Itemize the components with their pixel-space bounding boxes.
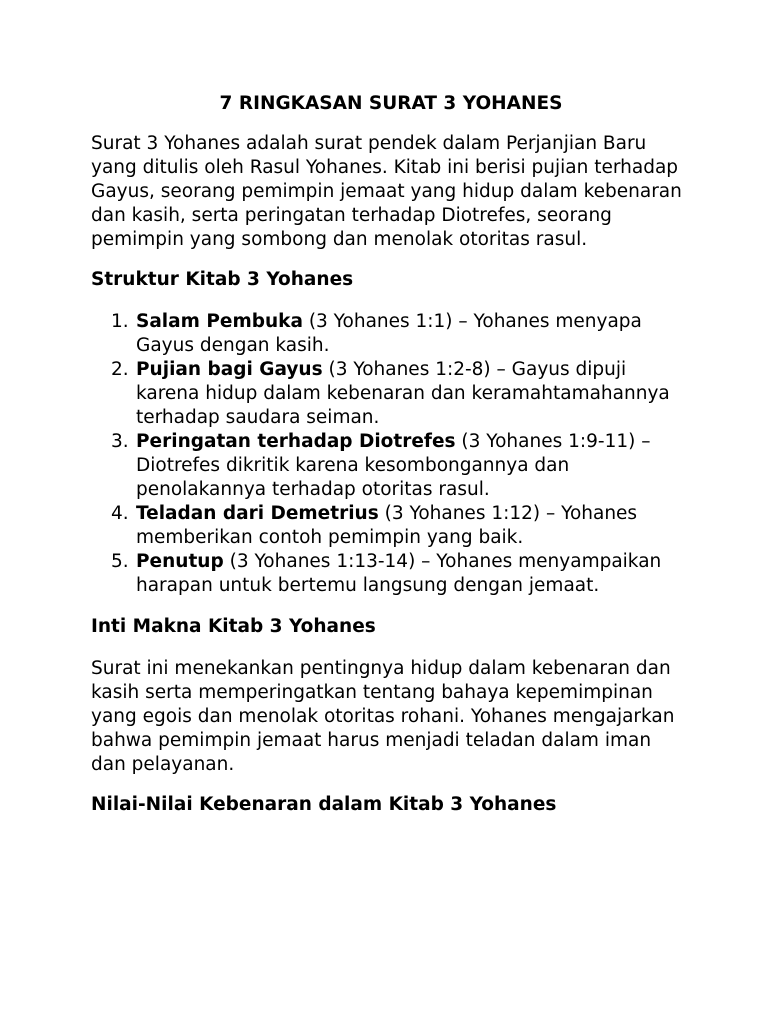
section-description: (3 Yohanes 1:9-11) – Diotrefes dikritik karena kesombongannya dan penolakannya terhadap otoritas rasul. — [136, 431, 651, 500]
section-name: Penutup — [136, 551, 224, 572]
intro-paragraph: Surat 3 Yohanes adalah surat pendek dalam Perjanjian Baru yang ditulis oleh Rasul Yohanes. Kitab ini berisi pujian terhadap Gayus, seorang pemimpin jemaat yang hidup dalam kebenaran dan kasih, serta peringatan terhadap Diotrefes, seorang pemimpin yang sombong dan menolak otoritas rasul. — [91, 133, 682, 250]
section-name: Salam Pembuka — [136, 311, 303, 332]
values-heading: Nilai-Nilai Kebenaran dalam Kitab 3 Yohanes — [91, 794, 557, 815]
list-item — [91, 550, 691, 598]
section-description: (3 Yohanes 1:13-14) – Yohanes menyampaikan harapan untuk bertemu langsung dengan jemaat. — [136, 551, 662, 596]
list-number: 2. — [111, 359, 129, 380]
list-number: 4. — [111, 503, 129, 524]
list-number: 3. — [111, 431, 129, 452]
list-item — [91, 358, 691, 430]
section-description: (3 Yohanes 1:12) – Yohanes memberikan contoh pemimpin yang baik. — [136, 503, 638, 548]
meaning-heading: Inti Makna Kitab 3 Yohanes — [91, 616, 376, 637]
section-name: Pujian bagi Gayus — [136, 359, 323, 380]
list-item — [91, 310, 691, 358]
section-name: Peringatan terhadap Diotrefes — [136, 431, 456, 452]
section-description: (3 Yohanes 1:1) – Yohanes menyapa Gayus dengan kasih. — [136, 311, 642, 356]
list-item — [91, 502, 691, 550]
document-page — [91, 92, 691, 835]
structure-heading: Struktur Kitab 3 Yohanes — [91, 269, 354, 290]
meaning-paragraph: Surat ini menekankan pentingnya hidup dalam kebenaran dan kasih serta memperingatkan tentang bahaya kepemimpinan yang egois dan menolak otoritas rohani. Yohanes mengajarkan bahwa pemimpin jemaat harus menjadi teladan dalam iman dan pelayanan. — [91, 658, 675, 775]
list-item — [91, 430, 691, 502]
document-title: 7 RINGKASAN SURAT 3 YOHANES — [219, 93, 563, 114]
sections-list — [91, 310, 691, 598]
list-number: 1. — [111, 311, 129, 332]
section-description: (3 Yohanes 1:2-8) – Gayus dipuji karena hidup dalam kebenaran dan keramahtamahannya terhadap saudara seiman. — [136, 359, 670, 428]
section-name: Teladan dari Demetrius — [136, 503, 379, 524]
list-number: 5. — [111, 551, 129, 572]
